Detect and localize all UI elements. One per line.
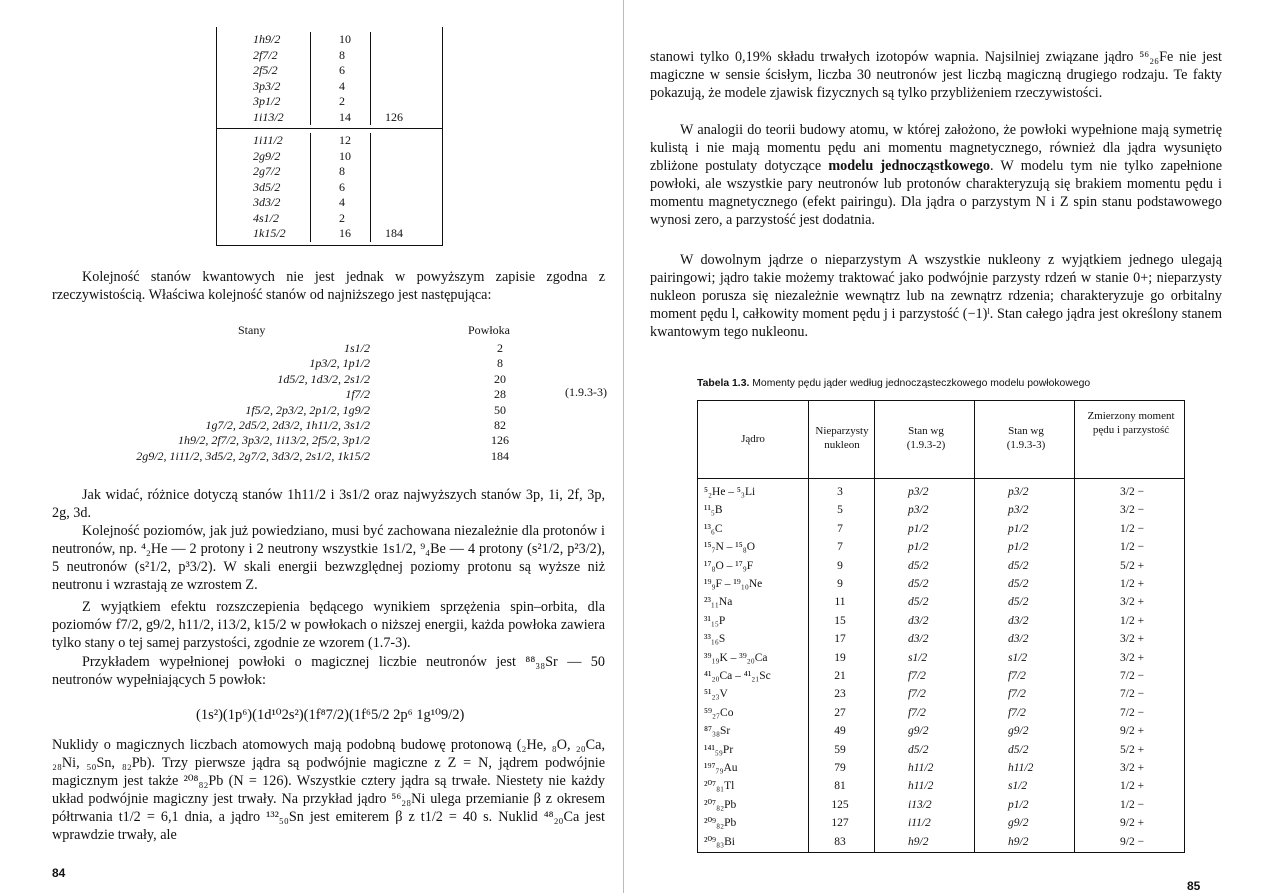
- shell-row: [217, 226, 442, 242]
- state1-cell: d3/2: [908, 633, 929, 646]
- measured-cell: 3/2 +: [1120, 596, 1145, 609]
- state1-cell: p3/2: [908, 504, 929, 517]
- paragraph-odd-nucleon: W dowolnym jądrze o nieparzystym A wszystkie nukleony z wyjątkiem jednego ulegają pairingowi; jądro takie możemy traktować jako podwójnie parzysty rdzeń w stanie 0+; nieparzysty nukleon porusza się niezależnie wewnątrz lub na zewnątrz rdzenia; charakteryzuje go orbitalny moment pędu l, całkowity moment pędu j i parzystość (−1)ˡ. Stan całego jądra jest określony stanem kwantowym tego nukleonu.: [650, 252, 1222, 340]
- order-states-line: 1g7/2, 2d5/2, 2d3/2, 1h11/2, 3s1/2: [205, 418, 370, 432]
- nucleus-cell: ⁸⁷₃₈Sr: [704, 725, 731, 738]
- state2-cell: d5/2: [1008, 578, 1029, 590]
- table-row: [698, 814, 1184, 832]
- shell-count: 8: [311, 48, 371, 64]
- state1-cell: p3/2: [908, 486, 929, 498]
- odd-nucleon-cell: 9: [837, 559, 843, 572]
- shell-row: [217, 133, 442, 149]
- nucleus-cell: ⁴¹₂₀Ca – ⁴¹₂₁Sc: [704, 670, 771, 682]
- shell-state: 1k15/2: [217, 226, 311, 242]
- right-page: [632, 0, 1263, 893]
- shell-total: [371, 32, 442, 48]
- order-states-line: 1p3/2, 1p1/2: [309, 356, 370, 371]
- table-row: [698, 575, 1184, 593]
- order-shell-value: 8: [497, 356, 503, 371]
- state2-cell: d3/2: [1008, 614, 1029, 627]
- bold-term: modelu jednocząstkowego: [828, 158, 990, 174]
- nucleus-cell: ³⁹₁₉K – ³⁹₂₀Ca: [704, 651, 768, 664]
- state1-cell: f7/2: [908, 706, 926, 719]
- table-row: [698, 520, 1184, 538]
- shell-row: [217, 164, 442, 180]
- state2-cell: s1/2: [1008, 780, 1028, 793]
- nucleus-cell: ¹⁵₇N – ¹⁵₈O: [704, 541, 756, 554]
- header-nucleus: Jądro: [741, 433, 765, 445]
- odd-nucleon-cell: 15: [834, 614, 846, 627]
- state1-cell: f7/2: [908, 670, 926, 682]
- nucleus-cell: ²⁰⁹₈₂Pb: [704, 817, 737, 830]
- table-row: [698, 593, 1184, 611]
- state1-cell: i13/2: [908, 798, 932, 811]
- measured-cell: 1/2 +: [1120, 780, 1145, 793]
- nucleus-cell: ²⁰⁹₈₃Bi: [704, 835, 735, 848]
- shell-state: 2f5/2: [217, 63, 311, 79]
- odd-nucleon-cell: 127: [831, 817, 849, 830]
- state1-cell: d3/2: [908, 614, 929, 627]
- measured-cell: 3/2 −: [1120, 486, 1145, 498]
- order-header-states: Stany: [238, 323, 266, 337]
- shell-row: [217, 48, 442, 64]
- order-shell-value: 2: [497, 341, 503, 355]
- nucleus-cell: ¹⁹⁷₇₉Au: [704, 762, 738, 774]
- shell-count: 2: [311, 94, 371, 110]
- odd-nucleon-cell: 125: [831, 798, 849, 811]
- state2-cell: h11/2: [1008, 762, 1034, 774]
- table-row: [698, 759, 1184, 777]
- odd-nucleon-cell: 21: [834, 670, 846, 682]
- table-row: [698, 777, 1184, 795]
- measured-cell: 9/2 +: [1120, 817, 1145, 830]
- shell-count: 6: [311, 63, 371, 79]
- shell-total: [371, 149, 442, 165]
- measured-cell: 1/2 −: [1120, 522, 1145, 535]
- state1-cell: s1/2: [908, 651, 928, 664]
- nucleus-cell: ¹¹₅B: [704, 504, 723, 517]
- state2-cell: h9/2: [1008, 835, 1029, 848]
- shell-total: [371, 133, 442, 149]
- shell-row: [217, 94, 442, 110]
- header-measured: Zmierzony moment pędu i parzystość: [1087, 410, 1175, 436]
- shell-total: [371, 48, 442, 64]
- table-row: [698, 685, 1184, 703]
- shell-count: 10: [311, 149, 371, 165]
- odd-nucleon-cell: 11: [834, 596, 846, 609]
- state1-cell: d5/2: [908, 743, 929, 756]
- state1-cell: d5/2: [908, 596, 929, 609]
- order-shell-value: 50: [494, 402, 506, 417]
- measured-cell: 3/2 +: [1120, 651, 1145, 664]
- odd-nucleon-cell: 17: [834, 633, 846, 646]
- measured-cell: 1/2 +: [1120, 614, 1145, 627]
- shell-state: 2g9/2: [217, 149, 311, 165]
- state2-cell: d5/2: [1008, 596, 1029, 609]
- shell-row: [217, 195, 442, 211]
- measured-cell: 5/2 +: [1120, 559, 1145, 572]
- shell-row: [217, 211, 442, 227]
- state2-cell: p1/2: [1008, 798, 1029, 811]
- measured-cell: 3/2 −: [1120, 504, 1145, 517]
- paragraph-spin-orbit: Z wyjątkiem efektu rozszczepienia będącego wynikiem sprzężenia spin–orbita, dla poziomów f7/2, g9/2, h11/2, i13/2, k15/2 w powłokach o niższej energii, każda powłoka zawiera tylko stany o tej samej parzystości, zgodnie ze wzorem (1.7-3).: [52, 599, 605, 651]
- nucleus-cell: ³¹₁₅P: [704, 614, 726, 627]
- state2-cell: g9/2: [1008, 725, 1029, 738]
- nucleus-cell: ¹³₆C: [704, 522, 723, 535]
- measured-cell: 7/2 −: [1120, 688, 1145, 701]
- nucleus-cell: ¹⁷₈O – ¹⁷₉F: [704, 559, 754, 572]
- sr-configuration-formula: (1s²)(1p⁶)(1d¹⁰2s²)(1f⁸7/2)(1f⁶5/2 2p⁶ 1g¹⁰9/2): [196, 707, 465, 723]
- shell-state: 3p1/2: [217, 94, 311, 110]
- state1-cell: i11/2: [908, 817, 931, 830]
- table-row: [698, 722, 1184, 740]
- shell-count: 16: [311, 226, 371, 242]
- state2-cell: f7/2: [1008, 670, 1026, 682]
- nucleus-cell: ³³₁₆S: [704, 633, 726, 646]
- shell-group-126: [217, 27, 442, 129]
- shell-total: [371, 180, 442, 196]
- table-row: [698, 833, 1184, 851]
- table-row: [698, 630, 1184, 648]
- equation-number: (1.9.3-3): [565, 385, 607, 399]
- shell-total: 126: [385, 109, 403, 124]
- odd-nucleon-cell: 83: [834, 835, 846, 848]
- order-shell-value: 126: [491, 433, 509, 448]
- table-row: [698, 557, 1184, 575]
- shell-count: 6: [311, 180, 371, 196]
- table-row: [698, 649, 1184, 667]
- shell-state: 1i13/2: [217, 110, 311, 126]
- shell-count: 4: [311, 79, 371, 95]
- table-row: [698, 483, 1184, 501]
- paragraph-magic-nuclides: Nuklidy o magicznych liczbach atomowych mają podobną budowę protonową (₂He, ₈O, ₂₀Ca, ₂₈Ni, ₅₀Sn, ₈₂Pb). Trzy pierwsze jądra są podwójnie magiczne z Z = N, jądrem podwójnie magicznym jest także ²⁰⁸₈₂Pb (N = 126). Wszystkie cztery jądra są trwałe. Niestety nie każdy układ podwójnie magiczny jest trwały. Na przykład jądro ⁵⁶₂₈Ni ulega przemianie β z okresem półtrwania t1/2 = 6,1 dnia, a jądro ¹³²₅₀Sn jest emiterem β z t1/2 = 40 s. Nuklid ⁴⁸₂₀Ca jest wprawdzie trwały, ale: [52, 737, 605, 843]
- state1-cell: p1/2: [908, 522, 929, 535]
- shell-row: [217, 63, 442, 79]
- header-odd-nucleon: Nieparzysty nukleon: [815, 425, 869, 451]
- order-header-shell: Powłoka: [468, 323, 510, 337]
- shell-count: 8: [311, 164, 371, 180]
- order-shell-value: 28: [494, 387, 506, 402]
- order-states-line: 1s1/2: [343, 341, 370, 355]
- table-row: [698, 796, 1184, 814]
- shell-total: [371, 195, 442, 211]
- state1-cell: g9/2: [908, 725, 929, 738]
- nucleus-cell: ²⁰⁷₈₂Pb: [704, 798, 737, 811]
- state1-cell: d5/2: [908, 559, 929, 572]
- shell-state: 2f7/2: [217, 48, 311, 64]
- odd-nucleon-cell: 5: [837, 504, 843, 517]
- nucleus-cell: ⁵¹₂₃V: [704, 688, 728, 701]
- nucleus-cell: ⁵⁹₂₇Co: [704, 706, 734, 719]
- paragraph-sr-example: Przykładem wypełnionej powłoki o magicznej liczbie neutronów jest ⁸⁸₃₈Sr — 50 neutronów wypełniających 5 powłok:: [52, 654, 605, 688]
- table-row: [698, 612, 1184, 630]
- odd-nucleon-cell: 9: [837, 578, 843, 590]
- momentum-table: [697, 400, 1185, 853]
- shell-state: 3d3/2: [217, 195, 311, 211]
- left-page: [0, 0, 630, 893]
- state1-cell: d5/2: [908, 578, 929, 590]
- paragraph-differences: Jak widać, różnice dotyczą stanów 1h11/2 i 3s1/2 oraz najwyższych stanów 3p, 1i, 2f, 3p, 2g, 3d.: [52, 487, 605, 521]
- state1-cell: h11/2: [908, 762, 934, 774]
- shell-count: 10: [311, 32, 371, 48]
- odd-nucleon-cell: 23: [834, 688, 846, 701]
- odd-nucleon-cell: 7: [837, 522, 843, 535]
- nucleus-cell: ²³₁₁Na: [704, 596, 733, 609]
- state2-cell: f7/2: [1008, 706, 1026, 719]
- order-shell-value: 20: [494, 371, 506, 386]
- order-states-line: 2g9/2, 1i11/2, 3d5/2, 2g7/2, 3d3/2, 2s1/2, 1k15/2: [136, 448, 370, 463]
- shell-row: [217, 79, 442, 95]
- order-shell-value: 82: [494, 418, 506, 432]
- measured-cell: 3/2 +: [1120, 762, 1145, 774]
- shell-state: 2g7/2: [217, 164, 311, 180]
- state2-cell: d5/2: [1008, 743, 1029, 756]
- measured-cell: 9/2 −: [1120, 835, 1145, 848]
- measured-cell: 3/2 +: [1120, 633, 1145, 646]
- shell-table: [216, 27, 443, 246]
- measured-cell: 7/2 −: [1120, 706, 1145, 719]
- page-number-right: 85: [1187, 879, 1201, 893]
- shell-count: 14: [311, 110, 371, 126]
- state2-cell: p3/2: [1008, 486, 1029, 498]
- table-row: [698, 704, 1184, 722]
- shell-row: [217, 149, 442, 165]
- measured-cell: 7/2 −: [1120, 670, 1145, 682]
- table-row: [698, 667, 1184, 685]
- paragraph-single-particle-model: W analogii do teorii budowy atomu, w której założono, że powłoki wypełnione mają symetrię kulistą i nie mają momentu pędu ani momentu magnetycznego, również dla jądra wysunięto zbliżone postulaty dotyczące modelu jednocząstkowego. W modelu tym nie tylko zapełnione powłoki, ale wszystkie pary neutronów lub protonów charakteryzują się brakiem momentu pędu i momentu magnetycznego (efekt pairingu). Dla jądra o parzystym N i Z spin stanu podstawowego wynosi zero, a parzystość jest dodatnia.: [650, 122, 1222, 228]
- shell-total: [371, 211, 442, 227]
- odd-nucleon-cell: 49: [834, 725, 846, 738]
- state2-cell: d5/2: [1008, 559, 1029, 572]
- measured-cell: 1/2 +: [1120, 578, 1145, 590]
- state1-cell: h11/2: [908, 780, 934, 793]
- state2-cell: p1/2: [1008, 541, 1029, 554]
- order-states-line: 1h9/2, 2f7/2, 3p3/2, 1i13/2, 2f5/2, 3p1/2: [177, 433, 370, 448]
- shell-total: [371, 94, 442, 110]
- measured-cell: 9/2 +: [1120, 725, 1145, 738]
- shell-state: 1i11/2: [217, 133, 311, 149]
- paragraph-calcium-iron: stanowi tylko 0,19% składu trwałych izotopów wapnia. Najsilniej związane jądro ⁵⁶₂₆Fe nie jest magiczne w sensie ścisłym, liczba 30 neutronów jest liczbą magiczną drugiego rodzaju. Te fakty pokazują, że modele zjawisk fizycznych są tylko przybliżeniem rzeczywistości.: [650, 49, 1222, 101]
- state2-cell: d3/2: [1008, 633, 1029, 646]
- table-row: [698, 538, 1184, 556]
- state2-cell: p3/2: [1008, 504, 1029, 517]
- odd-nucleon-cell: 3: [837, 486, 843, 498]
- state1-cell: f7/2: [908, 688, 926, 701]
- paragraph-level-order: Kolejność poziomów, jak już powiedziano, musi być zachowana niezależnie dla protonów i neutronów, np. ⁴₂He — 2 protony i 2 neutrony wszystkie 1s1/2, ⁹₄Be — 4 protony (s²1/2, p²3/2), 5 neutronów (s²1/2, p³3/2). W skali energii bezwzględnej poziomy protonu są wyższe niż neutronu i wzrastają ze wzrostem Z.: [52, 523, 605, 593]
- header-state-2: Stan wg (1.9.3-3): [1006, 425, 1046, 451]
- shell-count: 4: [311, 195, 371, 211]
- measured-cell: 1/2 −: [1120, 541, 1145, 554]
- shell-state: 4s1/2: [217, 211, 311, 227]
- order-states-line: 1f7/2: [345, 387, 370, 402]
- shell-state: 3d5/2: [217, 180, 311, 196]
- table-caption: Tabela 1.3. Momenty pędu jąder według jednocząsteczkowego modelu powłokowego: [697, 378, 1091, 389]
- odd-nucleon-cell: 59: [834, 743, 846, 756]
- odd-nucleon-cell: 7: [837, 541, 843, 554]
- shell-total: [371, 164, 442, 180]
- shell-state: 3p3/2: [217, 79, 311, 95]
- shell-state: 1h9/2: [217, 32, 311, 48]
- nucleus-cell: ¹⁹₉F – ¹⁹₁₀Ne: [704, 578, 763, 590]
- order-states-line: 1f5/2, 2p3/2, 2p1/2, 1g9/2: [245, 402, 370, 417]
- shell-group-184: [217, 129, 442, 245]
- shell-row: [217, 110, 442, 126]
- paragraph-order-intro: Kolejność stanów kwantowych nie jest jednak w powyższym zapisie zgodna z rzeczywistością. Właściwa kolejność stanów od najniższego jest następująca:: [52, 269, 605, 303]
- odd-nucleon-cell: 81: [834, 780, 846, 793]
- header-state-1: Stan wg (1.9.3-2): [906, 425, 946, 451]
- state2-cell: f7/2: [1008, 688, 1026, 701]
- shell-total: [371, 63, 442, 79]
- shell-row: [217, 180, 442, 196]
- measured-cell: 1/2 −: [1120, 798, 1145, 811]
- nucleus-cell: ¹⁴¹₅₉Pr: [704, 743, 734, 756]
- order-shell-value: 184: [491, 448, 509, 463]
- table-row: [698, 501, 1184, 519]
- page-number-left: 84: [52, 866, 66, 880]
- odd-nucleon-cell: 27: [834, 706, 846, 719]
- state1-cell: h9/2: [908, 835, 929, 848]
- odd-nucleon-cell: 19: [834, 651, 846, 664]
- nucleus-cell: ⁵₂He – ⁵₃Li: [704, 486, 756, 498]
- shell-total: 184: [385, 226, 403, 240]
- odd-nucleon-cell: 79: [834, 762, 846, 774]
- nucleus-cell: ²⁰⁷₈₁Tl: [704, 780, 735, 793]
- state1-cell: p1/2: [908, 541, 929, 554]
- table-row: [698, 741, 1184, 759]
- state2-cell: g9/2: [1008, 817, 1029, 830]
- measured-cell: 5/2 +: [1120, 743, 1145, 756]
- shell-total: [371, 79, 442, 95]
- state2-cell: s1/2: [1008, 651, 1028, 664]
- order-states-line: 1d5/2, 1d3/2, 2s1/2: [277, 371, 370, 386]
- shell-row: [217, 32, 442, 48]
- shell-count: 12: [311, 133, 371, 149]
- state2-cell: p1/2: [1008, 522, 1029, 535]
- shell-count: 2: [311, 211, 371, 227]
